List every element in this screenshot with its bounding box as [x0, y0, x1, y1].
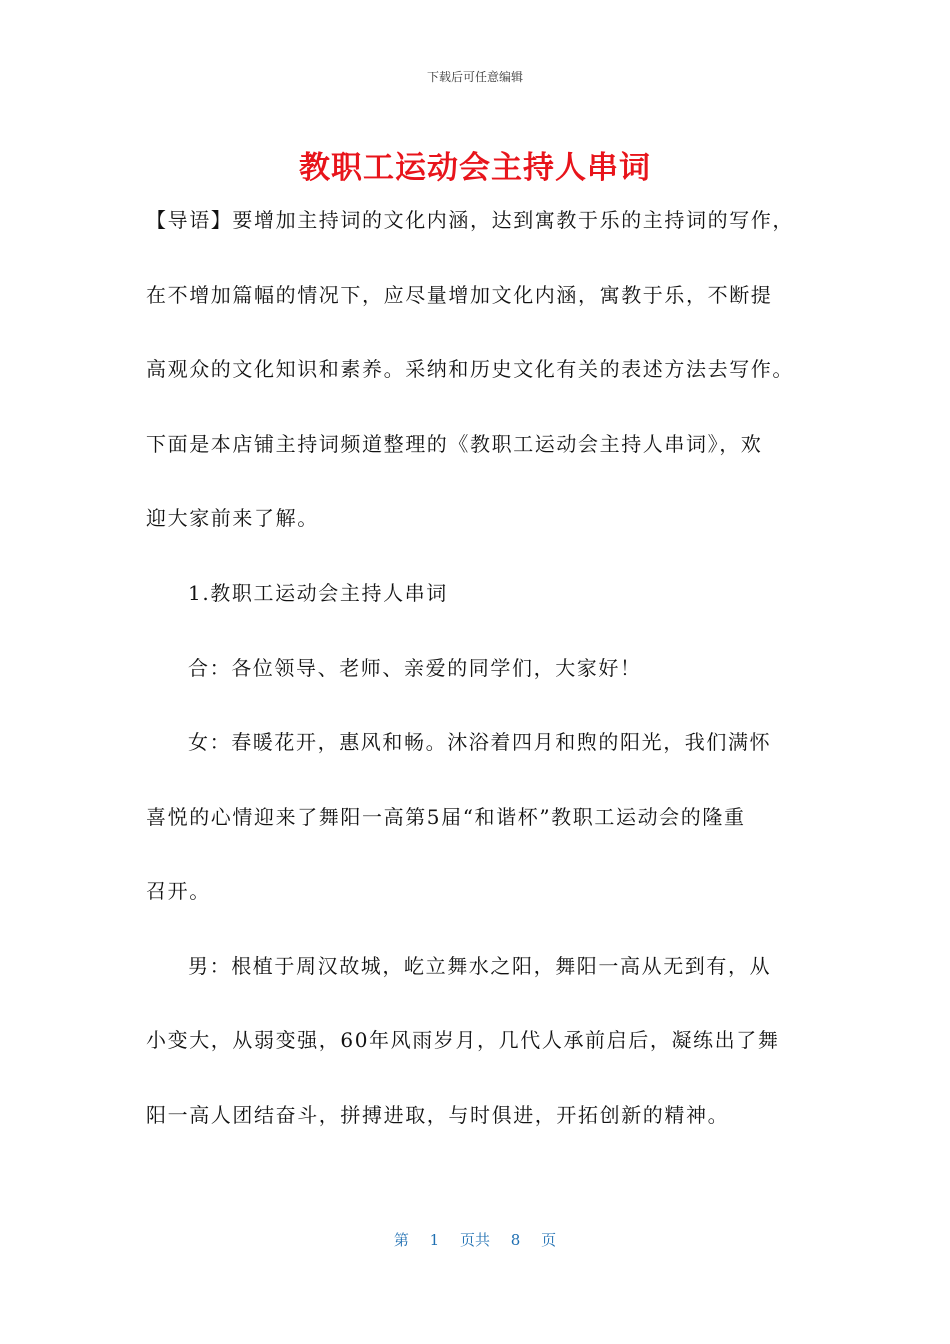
paragraph-line: 迎大家前来了解。 [146, 506, 319, 530]
paragraph-line: 喜悦的心情迎来了舞阳一高第5届“和谐杯”教职工运动会的隆重 [146, 805, 746, 829]
page-suffix: 页 [541, 1231, 557, 1249]
page-mid: 页共 [459, 1231, 490, 1249]
section-heading: 1.教职工运动会主持人串词 [188, 581, 448, 605]
paragraph-line: 召开。 [146, 879, 211, 903]
paragraph-line: 阳一高人团结奋斗，拼搏进取，与时俱进，开拓创新的精神。 [146, 1103, 730, 1127]
header-note: 下载后可任意编辑 [426, 70, 523, 84]
paragraph-line: 小变大，从弱变强，60年风雨岁月，几代人承前启后，凝练出了舞 [146, 1028, 780, 1052]
page-footer [0, 1229, 950, 1250]
paragraph-line: 高观众的文化知识和素养。采纳和历史文化有关的表述方法去写作。 [146, 357, 794, 381]
paragraph-line: 下面是本店铺主持词频道整理的《教职工运动会主持人串词》，欢 [146, 432, 763, 456]
paragraph-line: 男：根植于周汉故城，屹立舞水之阳，舞阳一高从无到有，从 [188, 954, 772, 978]
document-title: 教职工运动会主持人串词 [299, 150, 651, 186]
page-number: 1 [429, 1231, 440, 1249]
paragraph-line: 【导语】要增加主持词的文化内涵，达到寓教于乐的主持词的写作， [146, 208, 794, 232]
page-prefix: 第 [393, 1231, 409, 1249]
total-pages: 8 [510, 1231, 521, 1249]
paragraph-line: 女：春暖花开，惠风和畅。沐浴着四月和煦的阳光，我们满怀 [188, 730, 772, 754]
paragraph-line: 在不增加篇幅的情况下，应尽量增加文化内涵，寓教于乐，不断提 [146, 283, 773, 307]
paragraph-line: 合：各位领导、老师、亲爱的同学们，大家好！ [188, 656, 642, 680]
